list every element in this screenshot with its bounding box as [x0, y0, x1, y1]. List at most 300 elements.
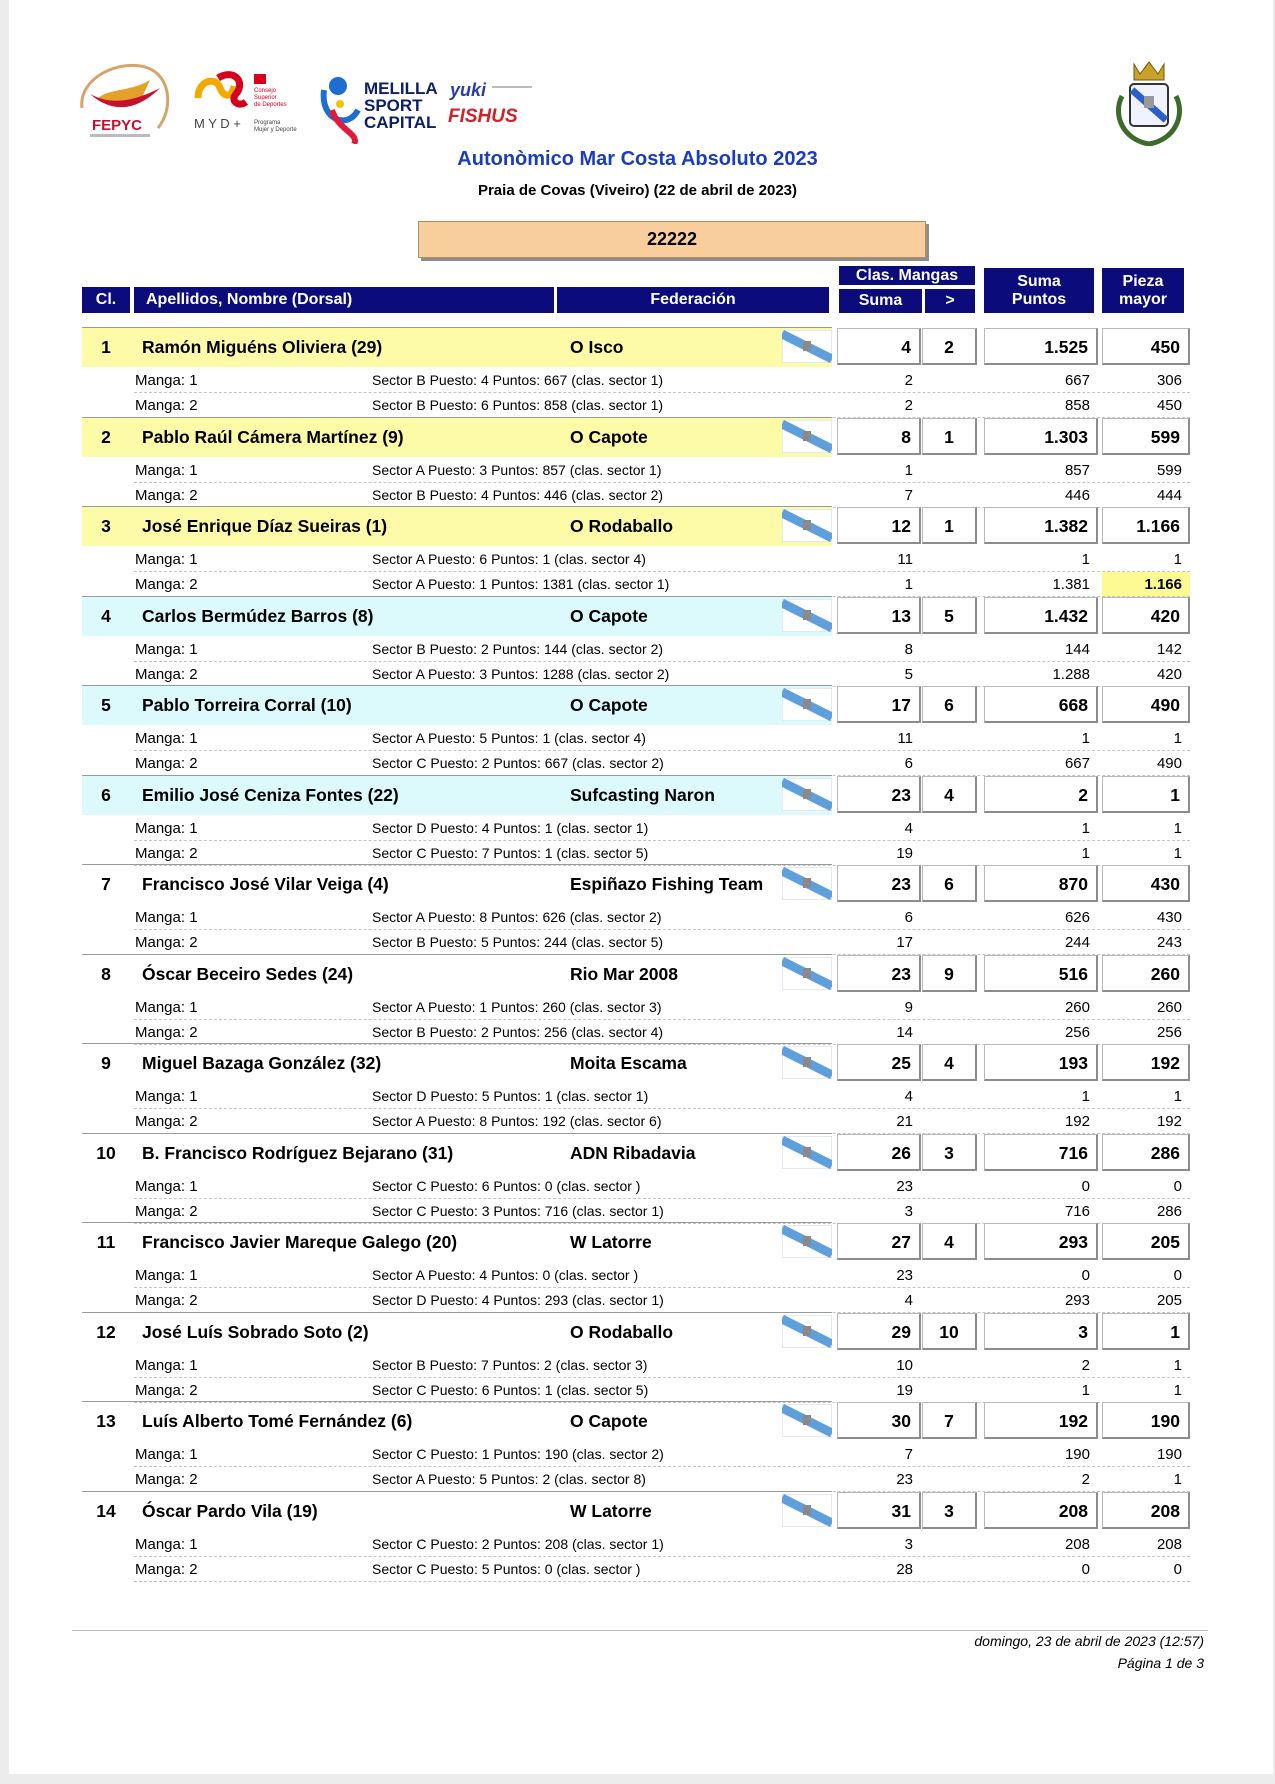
manga-clas: 19: [896, 1382, 913, 1399]
rank-cell: 8: [101, 964, 111, 984]
manga-label: Manga: 1: [135, 1536, 198, 1553]
manga-puntos: 667: [1064, 755, 1090, 772]
manga-row: [82, 1532, 1190, 1557]
manga-pieza: 420: [1156, 666, 1182, 683]
suma-value: 29: [837, 1313, 921, 1350]
svg-text:Superior: Superior: [254, 95, 277, 101]
participant-name: Óscar Pardo Vila (19): [142, 1501, 318, 1521]
manga-clas: 8: [904, 641, 913, 658]
manga-row: [82, 483, 1190, 508]
svg-text:Mujer y Deporte: Mujer y Deporte: [254, 127, 297, 133]
suma-value: 27: [837, 1223, 921, 1260]
manga-label: Manga: 2: [135, 1471, 198, 1488]
manga-label: Manga: 1: [135, 462, 198, 479]
manga-clas: 21: [896, 1113, 913, 1130]
manga-detail: Sector C Puesto: 1 Puntos: 190 (clas. sector 2): [372, 1446, 664, 1462]
galicia-flag-icon: [782, 957, 832, 990]
manga-row: [82, 726, 1190, 751]
manga-puntos: 244: [1064, 934, 1090, 951]
suma-value: 23: [837, 955, 921, 992]
galicia-flag-icon: [782, 509, 832, 542]
manga-clas: 11: [897, 730, 913, 747]
manga-pieza: 1: [1173, 1471, 1182, 1488]
manga-row: [82, 1557, 1190, 1582]
federation-name: O Capote: [570, 427, 648, 447]
participant-name: Emilio José Ceniza Fontes (22): [142, 785, 399, 805]
svg-text:CAPITAL: CAPITAL: [364, 113, 437, 132]
suma-puntos-value: 208: [984, 1492, 1098, 1529]
manga-pieza: 0: [1173, 1267, 1182, 1284]
federation-name: Sufcasting Naron: [570, 785, 715, 805]
manga-label: Manga: 1: [135, 820, 198, 837]
manga-clas: 19: [896, 845, 913, 862]
manga-label: Manga: 2: [135, 934, 198, 951]
manga-pieza: 1.166: [1102, 572, 1190, 597]
rank-cell: 12: [96, 1322, 116, 1342]
manga-label: Manga: 1: [135, 999, 198, 1016]
manga-row: [82, 393, 1190, 418]
pieza-mayor-value: 1: [1102, 776, 1190, 813]
manga-label: Manga: 2: [135, 1561, 198, 1578]
suma-value: 26: [837, 1134, 921, 1171]
manga-row: [82, 662, 1190, 687]
participant-row: [82, 417, 1190, 457]
galicia-flag-icon: [782, 1046, 832, 1079]
pieza-mayor-value: 1.166: [1102, 507, 1190, 544]
greater-value: 4: [922, 776, 977, 813]
galicia-flag-icon: [782, 1225, 832, 1258]
federation-name: O Capote: [570, 606, 648, 626]
participant-row: [82, 506, 1190, 546]
participant-name: José Enrique Díaz Sueiras (1): [142, 516, 388, 536]
pieza-mayor-value: 450: [1102, 328, 1190, 365]
pieza-mayor-value: 208: [1102, 1492, 1190, 1529]
manga-clas: 6: [904, 909, 913, 926]
participant-name: Francisco Javier Mareque Galego (20): [142, 1232, 458, 1252]
manga-detail: Sector B Puesto: 4 Puntos: 667 (clas. sector 1): [372, 372, 664, 388]
suma-value: 25: [837, 1044, 921, 1081]
participant-name: B. Francisco Rodríguez Bejarano (31): [142, 1143, 454, 1163]
participant-name: Pablo Raúl Cámera Martínez (9): [142, 427, 404, 447]
suma-value: 23: [837, 776, 921, 813]
manga-pieza: 256: [1156, 1024, 1182, 1041]
manga-clas: 23: [896, 1471, 913, 1488]
manga-pieza: 1: [1173, 1357, 1182, 1374]
svg-text:SPORT: SPORT: [364, 96, 423, 115]
manga-row: [82, 841, 1190, 866]
col-header-clas-mangas: Clas. Mangas: [839, 266, 975, 285]
competition-subtitle: Praia de Covas (Viveiro) (22 de abril de 2023): [477, 182, 798, 199]
manga-detail: Sector C Puesto: 3 Puntos: 716 (clas. sector 1): [372, 1203, 664, 1219]
federation-name: Rio Mar 2008: [570, 964, 678, 984]
manga-row: [82, 816, 1190, 841]
manga-row: [82, 930, 1190, 955]
manga-clas: 1: [904, 576, 913, 593]
competition-title: Autonòmico Mar Costa Absoluto 2023: [457, 148, 818, 170]
svg-text:M Y D +: M Y D +: [194, 116, 241, 131]
manga-puntos: 2: [1081, 1471, 1090, 1488]
federation-name: O Capote: [570, 1411, 648, 1431]
manga-pieza: 444: [1156, 487, 1182, 504]
manga-row: [82, 995, 1190, 1020]
manga-label: Manga: 1: [135, 1357, 198, 1374]
rank-cell: 7: [101, 874, 111, 894]
svg-text:Consejo: Consejo: [254, 88, 277, 94]
participant-name: Carlos Bermúdez Barros (8): [142, 606, 374, 626]
manga-row: [82, 547, 1190, 572]
rank-cell: 9: [101, 1053, 111, 1073]
greater-value: 6: [922, 865, 977, 902]
manga-detail: Sector A Puesto: 8 Puntos: 192 (clas. sector 6): [372, 1113, 662, 1129]
pieza-mayor-value: 190: [1102, 1402, 1190, 1439]
galicia-flag-icon: [782, 1136, 832, 1169]
manga-puntos: 2: [1081, 1357, 1090, 1374]
participant-row: [82, 1222, 1190, 1262]
rank-cell: 10: [96, 1143, 116, 1163]
suma-puntos-value: 193: [984, 1044, 1098, 1081]
manga-row: [82, 1174, 1190, 1199]
manga-pieza: 306: [1156, 372, 1182, 389]
manga-pieza: 192: [1156, 1113, 1182, 1130]
greater-value: 4: [922, 1044, 977, 1081]
pieza-mayor-value: 420: [1102, 597, 1190, 634]
manga-label: Manga: 2: [135, 1382, 198, 1399]
participant-name: Pablo Torreira Corral (10): [142, 695, 352, 715]
manga-label: Manga: 1: [135, 372, 198, 389]
manga-pieza: 243: [1156, 934, 1182, 951]
suma-value: 12: [837, 507, 921, 544]
greater-value: 3: [922, 1492, 977, 1529]
manga-label: Manga: 1: [135, 641, 198, 658]
participant-row: [82, 864, 1190, 904]
manga-label: Manga: 1: [135, 1088, 198, 1105]
suma-puntos-value: 1.303: [984, 418, 1098, 455]
manga-clas: 14: [896, 1024, 913, 1041]
galicia-flag-icon: [782, 330, 832, 363]
manga-detail: Sector A Puesto: 3 Puntos: 857 (clas. sector 1): [372, 462, 662, 478]
manga-puntos: 1: [1081, 1088, 1090, 1105]
manga-row: [82, 1199, 1190, 1224]
pieza-mayor-value: 286: [1102, 1134, 1190, 1171]
manga-puntos: 1: [1081, 820, 1090, 837]
manga-puntos: 256: [1064, 1024, 1090, 1041]
manga-puntos: 1: [1081, 845, 1090, 862]
manga-detail: Sector B Puesto: 6 Puntos: 858 (clas. sector 1): [372, 397, 664, 413]
suma-puntos-value: 516: [984, 955, 1098, 992]
manga-clas: 2: [904, 397, 913, 414]
manga-puntos: 144: [1064, 641, 1090, 658]
manga-pieza: 0: [1173, 1561, 1182, 1578]
manga-pieza: 1: [1173, 1088, 1182, 1105]
manga-clas: 7: [904, 487, 913, 504]
pieza-mayor-value: 260: [1102, 955, 1190, 992]
manga-pieza: 1: [1173, 551, 1182, 568]
manga-puntos: 626: [1064, 909, 1090, 926]
federation-name: O Rodaballo: [570, 516, 674, 536]
manga-label: Manga: 1: [135, 1446, 198, 1463]
manga-detail: Sector B Puesto: 5 Puntos: 244 (clas. sector 5): [372, 934, 664, 950]
manga-row: [82, 751, 1190, 776]
manga-clas: 23: [896, 1267, 913, 1284]
greater-value: 7: [922, 1402, 977, 1439]
manga-detail: Sector B Puesto: 2 Puntos: 256 (clas. sector 4): [372, 1024, 664, 1040]
svg-text:de Deportes: de Deportes: [254, 102, 287, 108]
participant-row: [82, 1133, 1190, 1173]
manga-label: Manga: 1: [135, 1267, 198, 1284]
pieza-mayor-value: 1: [1102, 1313, 1190, 1350]
manga-puntos: 192: [1064, 1113, 1090, 1130]
manga-row: [82, 1263, 1190, 1288]
pieza-mayor-value: 205: [1102, 1223, 1190, 1260]
participant-row: [82, 954, 1190, 994]
manga-puntos: 858: [1064, 397, 1090, 414]
rank-cell: 2: [101, 427, 111, 447]
galicia-flag-icon: [782, 778, 832, 811]
manga-clas: 28: [896, 1561, 913, 1578]
manga-puntos: 1: [1081, 551, 1090, 568]
federation-name: Moita Escama: [570, 1053, 687, 1073]
galicia-flag-icon: [782, 599, 832, 632]
suma-value: 31: [837, 1492, 921, 1529]
manga-pieza: 0: [1173, 1178, 1182, 1195]
manga-pieza: 260: [1156, 999, 1182, 1016]
manga-row: [82, 458, 1190, 483]
manga-row: [82, 368, 1190, 393]
suma-puntos-value: 3: [984, 1313, 1098, 1350]
competition-code-box: 22222: [418, 221, 926, 258]
manga-puntos: 293: [1064, 1292, 1090, 1309]
galicia-flag-icon: [782, 1494, 832, 1527]
svg-text:yuki: yuki: [450, 80, 487, 100]
col-header-federacion: Federación: [557, 287, 829, 313]
manga-row: [82, 1084, 1190, 1109]
col-header-suma: Suma: [839, 289, 922, 313]
manga-detail: Sector C Puesto: 6 Puntos: 0 (clas. sector ): [372, 1178, 641, 1194]
col-header-pieza-mayor: Pieza mayor: [1102, 268, 1184, 313]
manga-puntos: 260: [1064, 999, 1090, 1016]
svg-text:MELILLA: MELILLA: [364, 79, 438, 98]
manga-pieza: 599: [1156, 462, 1182, 479]
manga-label: Manga: 2: [135, 1113, 198, 1130]
suma-puntos-value: 192: [984, 1402, 1098, 1439]
manga-pieza: 490: [1156, 755, 1182, 772]
greater-value: 5: [922, 597, 977, 634]
manga-detail: Sector C Puesto: 7 Puntos: 1 (clas. sector 5): [372, 845, 649, 861]
manga-clas: 11: [897, 551, 913, 568]
manga-puntos: 190: [1064, 1446, 1090, 1463]
manga-pieza: 450: [1156, 397, 1182, 414]
rank-cell: 14: [96, 1501, 116, 1521]
participant-name: Francisco José Vilar Veiga (4): [142, 874, 389, 894]
yuki-fishus-logo: [448, 78, 540, 134]
manga-label: Manga: 1: [135, 1178, 198, 1195]
rank-cell: 11: [96, 1232, 116, 1252]
participant-name: Luís Alberto Tomé Fernández (6): [142, 1411, 413, 1431]
suma-value: 4: [837, 328, 921, 365]
manga-puntos: 667: [1064, 372, 1090, 389]
col-header-name: Apellidos, Nombre (Dorsal): [134, 287, 554, 313]
galicia-flag-icon: [782, 867, 832, 900]
participant-row: [82, 685, 1190, 725]
pieza-mayor-value: 192: [1102, 1044, 1190, 1081]
melilla-sport-capital-logo: [318, 70, 446, 144]
manga-pieza: 142: [1156, 641, 1182, 658]
manga-row: [82, 1442, 1190, 1467]
manga-detail: Sector A Puesto: 5 Puntos: 1 (clas. sector 4): [372, 730, 646, 746]
manga-puntos: 0: [1081, 1178, 1090, 1195]
manga-puntos: 1.288: [1052, 666, 1090, 683]
participant-row: [82, 1312, 1190, 1352]
manga-pieza: 430: [1156, 909, 1182, 926]
row-divider: [134, 1581, 1190, 1582]
manga-label: Manga: 2: [135, 666, 198, 683]
manga-row: [82, 637, 1190, 662]
participant-row: [82, 775, 1190, 815]
manga-clas: 6: [904, 755, 913, 772]
manga-puntos: 446: [1064, 487, 1090, 504]
suma-puntos-value: 2: [984, 776, 1098, 813]
manga-detail: Sector B Puesto: 4 Puntos: 446 (clas. sector 2): [372, 487, 664, 503]
manga-label: Manga: 2: [135, 1292, 198, 1309]
manga-detail: Sector A Puesto: 8 Puntos: 626 (clas. sector 2): [372, 909, 662, 925]
manga-row: [82, 1109, 1190, 1134]
participant-row: [82, 1401, 1190, 1441]
svg-text:FEPYC: FEPYC: [92, 117, 143, 134]
suma-value: 8: [837, 418, 921, 455]
manga-pieza: 205: [1156, 1292, 1182, 1309]
svg-text:Programa: Programa: [254, 120, 281, 126]
manga-clas: 1: [904, 462, 913, 479]
manga-clas: 4: [904, 1292, 913, 1309]
manga-row: [82, 1353, 1190, 1378]
galicia-flag-icon: [782, 1404, 832, 1437]
manga-label: Manga: 1: [135, 909, 198, 926]
col-header-greater: >: [925, 289, 975, 313]
manga-label: Manga: 1: [135, 551, 198, 568]
participant-name: Ramón Miguéns Oliviera (29): [142, 337, 383, 357]
csd-myd-logo: [190, 68, 310, 142]
suma-puntos-value: 870: [984, 865, 1098, 902]
participant-name: José Luís Sobrado Soto (2): [142, 1322, 369, 1342]
manga-puntos: 857: [1064, 462, 1090, 479]
federation-name: W Latorre: [570, 1232, 652, 1252]
suma-puntos-value: 1.525: [984, 328, 1098, 365]
rank-cell: 4: [101, 606, 111, 626]
federation-name: O Rodaballo: [570, 1322, 674, 1342]
manga-puntos: 0: [1081, 1561, 1090, 1578]
manga-label: Manga: 2: [135, 487, 198, 504]
greater-value: 9: [922, 955, 977, 992]
pieza-mayor-value: 599: [1102, 418, 1190, 455]
manga-row: [82, 1378, 1190, 1403]
participant-row: [82, 596, 1190, 636]
suma-value: 17: [837, 686, 921, 723]
col-header-cl: Cl.: [82, 287, 130, 313]
participant-row: [82, 1491, 1190, 1531]
greater-value: 1: [922, 418, 977, 455]
manga-clas: 10: [896, 1357, 913, 1374]
manga-pieza: 286: [1156, 1203, 1182, 1220]
galicia-flag-icon: [782, 688, 832, 721]
participant-name: Miguel Bazaga González (32): [142, 1053, 382, 1073]
svg-text:FISHUS: FISHUS: [448, 106, 518, 127]
manga-puntos: 1.381: [1052, 576, 1090, 593]
suma-puntos-value: 716: [984, 1134, 1098, 1171]
manga-clas: 4: [904, 820, 913, 837]
manga-clas: 4: [904, 1088, 913, 1105]
manga-detail: Sector A Puesto: 3 Puntos: 1288 (clas. sector 2): [372, 666, 670, 682]
manga-clas: 3: [904, 1536, 913, 1553]
manga-puntos: 1: [1081, 1382, 1090, 1399]
rank-cell: 5: [101, 695, 111, 715]
manga-clas: 9: [904, 999, 913, 1016]
manga-clas: 17: [896, 934, 913, 951]
manga-detail: Sector C Puesto: 2 Puntos: 667 (clas. sector 2): [372, 755, 664, 771]
manga-clas: 7: [904, 1446, 913, 1463]
manga-detail: Sector D Puesto: 4 Puntos: 293 (clas. sector 1): [372, 1292, 664, 1308]
pieza-mayor-value: 430: [1102, 865, 1190, 902]
manga-puntos: 208: [1064, 1536, 1090, 1553]
manga-detail: Sector D Puesto: 4 Puntos: 1 (clas. sector 1): [372, 820, 649, 836]
manga-label: Manga: 2: [135, 1203, 198, 1220]
galicia-flag-icon: [782, 1315, 832, 1348]
rank-cell: 6: [101, 785, 111, 805]
manga-clas: 2: [904, 372, 913, 389]
federation-name: Espiñazo Fishing Team: [570, 874, 764, 894]
manga-row: [82, 1020, 1190, 1045]
suma-value: 23: [837, 865, 921, 902]
pieza-mayor-value: 490: [1102, 686, 1190, 723]
manga-label: Manga: 2: [135, 1024, 198, 1041]
greater-value: 2: [922, 328, 977, 365]
rank-cell: 3: [101, 516, 111, 536]
manga-row: [82, 1288, 1190, 1313]
manga-detail: Sector A Puesto: 6 Puntos: 1 (clas. sector 4): [372, 551, 646, 567]
participant-row: [82, 1043, 1190, 1083]
suma-puntos-value: 1.382: [984, 507, 1098, 544]
suma-puntos-value: 1.432: [984, 597, 1098, 634]
greater-value: 6: [922, 686, 977, 723]
federation-name: O Isco: [570, 337, 624, 357]
footer-page-number: Página 1 de 3: [1117, 1655, 1204, 1671]
manga-label: Manga: 2: [135, 397, 198, 414]
federation-name: W Latorre: [570, 1501, 652, 1521]
footer-divider: [72, 1630, 1208, 1631]
manga-label: Manga: 2: [135, 576, 198, 593]
manga-clas: 3: [904, 1203, 913, 1220]
manga-puntos: 716: [1064, 1203, 1090, 1220]
galicia-flag-icon: [782, 420, 832, 453]
manga-detail: Sector C Puesto: 6 Puntos: 1 (clas. sector 5): [372, 1382, 649, 1398]
manga-clas: 5: [904, 666, 913, 683]
manga-label: Manga: 2: [135, 755, 198, 772]
suma-puntos-value: 293: [984, 1223, 1098, 1260]
manga-pieza: 1: [1173, 820, 1182, 837]
greater-value: 1: [922, 507, 977, 544]
manga-row: [82, 905, 1190, 930]
manga-pieza: 1: [1173, 730, 1182, 747]
greater-value: 4: [922, 1223, 977, 1260]
manga-label: Manga: 1: [135, 730, 198, 747]
suma-puntos-value: 668: [984, 686, 1098, 723]
manga-detail: Sector C Puesto: 2 Puntos: 208 (clas. sector 1): [372, 1536, 664, 1552]
greater-value: 3: [922, 1134, 977, 1171]
manga-pieza: 208: [1156, 1536, 1182, 1553]
manga-label: Manga: 2: [135, 845, 198, 862]
manga-pieza: 1: [1173, 845, 1182, 862]
suma-value: 30: [837, 1402, 921, 1439]
manga-detail: Sector A Puesto: 5 Puntos: 2 (clas. sector 8): [372, 1471, 646, 1487]
